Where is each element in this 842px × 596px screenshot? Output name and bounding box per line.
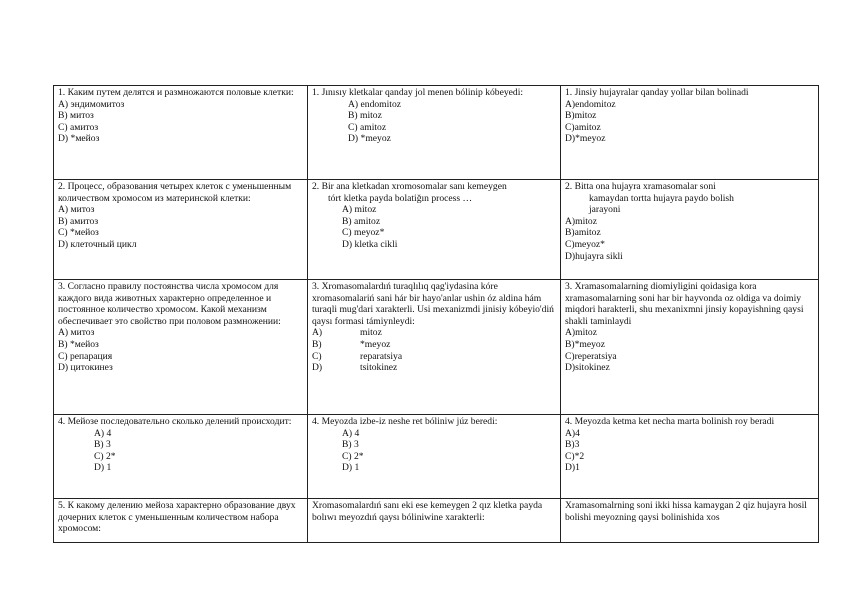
option: B) *meyoz — [312, 338, 391, 350]
question-text: Xramasomalrning soni ikki hissa kamaygan 2 qiz hujayra hosil bolishi meyozning qaysi bolinishida xos — [565, 500, 807, 523]
option: D) 1 — [94, 462, 112, 474]
option: C) 2* — [342, 450, 364, 462]
option: D) цитокинез — [58, 362, 113, 374]
option: А) митоз — [58, 327, 95, 339]
table-row — [54, 415, 819, 499]
cell-russian — [54, 415, 308, 499]
option: B) amitoz — [342, 215, 381, 227]
cell-karakalpak — [308, 415, 561, 499]
question-text: 5. К какому делению мейоза характерно образование двух дочерних клеток с уменьшенным количеством набора хромосом: — [58, 500, 296, 535]
option: C)amitoz — [565, 121, 601, 133]
option: А) митоз — [58, 204, 95, 216]
option: А) 4 — [94, 427, 112, 439]
option: B)mitoz — [565, 110, 597, 122]
cell-russian — [54, 180, 308, 280]
option: С) амитоз — [58, 121, 99, 133]
cell-russian — [54, 280, 308, 415]
question-text: 1. Jınısıy kletkalar qanday jol menen bólinip kóbeyedi: — [312, 87, 524, 98]
question-text-cont: jarayoni — [589, 204, 621, 216]
question-text: 4. Мейозе последовательно сколько делений происходит: — [58, 416, 292, 427]
option: D) клеточный цикл — [58, 238, 137, 250]
option: B) mitoz — [348, 110, 382, 122]
option: А) эндимомитоз — [58, 98, 125, 110]
question-text: 4. Meyozda izbe-iz neshe ret bóliniw júz beredi: — [312, 416, 498, 427]
option: D)*meyoz — [565, 133, 606, 145]
cell-uzbek — [561, 180, 819, 280]
option: A) mitoz — [312, 327, 382, 339]
cell-russian — [54, 86, 308, 180]
option: В) 3 — [94, 439, 111, 451]
question-text: 4. Meyozda ketma ket necha marta bolinish roy beradi — [565, 416, 775, 427]
option: A)mitoz — [565, 327, 597, 339]
option: С) 2* — [94, 450, 116, 462]
cell-karakalpak — [308, 86, 561, 180]
cell-uzbek — [561, 499, 819, 543]
question-text: 2. Bir ana kletkadan xromosomalar sanı kemeygen — [312, 181, 507, 192]
question-text-cont: tórt kletka payda bolatiğın process … — [328, 192, 473, 204]
option: D) kletka cikli — [342, 238, 398, 250]
option: B)3 — [565, 439, 580, 451]
option: A) endomitoz — [348, 98, 402, 110]
question-text: 3. Согласно правилу постоянства числа хромосом для каждого вида животных характерно определенное и постоянное количество хромосом. Какой механизм обеспечивает это свойство при половом размножении: — [58, 281, 281, 327]
option: A)endomitoz — [565, 98, 616, 110]
option: B) 3 — [342, 439, 359, 451]
cell-karakalpak — [308, 180, 561, 280]
cell-uzbek — [561, 86, 819, 180]
option: A) mitoz — [342, 204, 377, 216]
option: С) *мейоз — [58, 227, 99, 239]
option: B)*meyoz — [565, 338, 605, 350]
question-text: Xromasomalardıń sanı eki ese kemeygen 2 qız kletka payda bolıwı meyozdıń qaysı bóliniwine xarakterli: — [312, 500, 543, 523]
question-text-cont: kamaydan tortta hujayra paydo bolish — [589, 192, 734, 204]
option: D) *мейоз — [58, 133, 100, 145]
option: D)hujayra sikli — [565, 250, 623, 262]
option: B)amitoz — [565, 227, 601, 239]
option: C) reparatsiya — [312, 350, 403, 362]
question-text: 2. Bitta ona hujayra xramasomalar soni — [565, 181, 716, 192]
option: A)mitoz — [565, 215, 597, 227]
cell-karakalpak — [308, 499, 561, 543]
table-row — [54, 180, 819, 280]
cell-uzbek — [561, 415, 819, 499]
option: D) *meyoz — [348, 133, 391, 145]
cell-uzbek — [561, 280, 819, 415]
option: C) meyoz* — [342, 227, 385, 239]
question-text: 1. Jinsiy hujayralar qanday yollar bilan bolinadi — [565, 87, 749, 98]
option: D) 1 — [342, 462, 360, 474]
question-text: 3. Xramasomalarning diomiyligini qoidasiga kora xramasomalarning soni har bir hayvonda oz oldiga va doimiy miqdori harakterli, shu mexanixmni jinsiy kopayishning qaysi shakli taminlaydi — [565, 281, 804, 327]
option: В) *мейоз — [58, 338, 99, 350]
table-row — [54, 86, 819, 180]
option: В) амитоз — [58, 215, 99, 227]
question-table — [53, 85, 819, 543]
table-row — [54, 280, 819, 415]
table-row — [54, 499, 819, 543]
option: D) tsitokinez — [312, 362, 398, 374]
option: C) amitoz — [348, 121, 387, 133]
option: A) 4 — [342, 427, 360, 439]
cell-karakalpak — [308, 280, 561, 415]
cell-russian — [54, 499, 308, 543]
question-text: 3. Xromasomalardıń turaqlılıq qag'iydasina kóre xromasomalariń sani hár bir hayo'anlar ushin óz aldina hám turaqli mug'dari xarakterli. Usi mexanizmdi jinisiy kóbeyio'diń qaysı formasi támiynleydi: — [312, 281, 554, 327]
option: В) митоз — [58, 110, 94, 122]
option: A)4 — [565, 427, 580, 439]
option: D)1 — [565, 462, 580, 474]
question-text: 1. Каким путем делятся и размножаются половые клетки: — [58, 87, 294, 98]
option: C)meyoz* — [565, 238, 605, 250]
question-text: 2. Процесс, образования четырех клеток с уменьшенным количеством хромосом из материнской клетки: — [58, 181, 292, 204]
option: C)*2 — [565, 450, 585, 462]
option: D)sitokinez — [565, 362, 610, 374]
option: C)reperatsiya — [565, 350, 617, 362]
option: С) репарация — [58, 350, 113, 362]
